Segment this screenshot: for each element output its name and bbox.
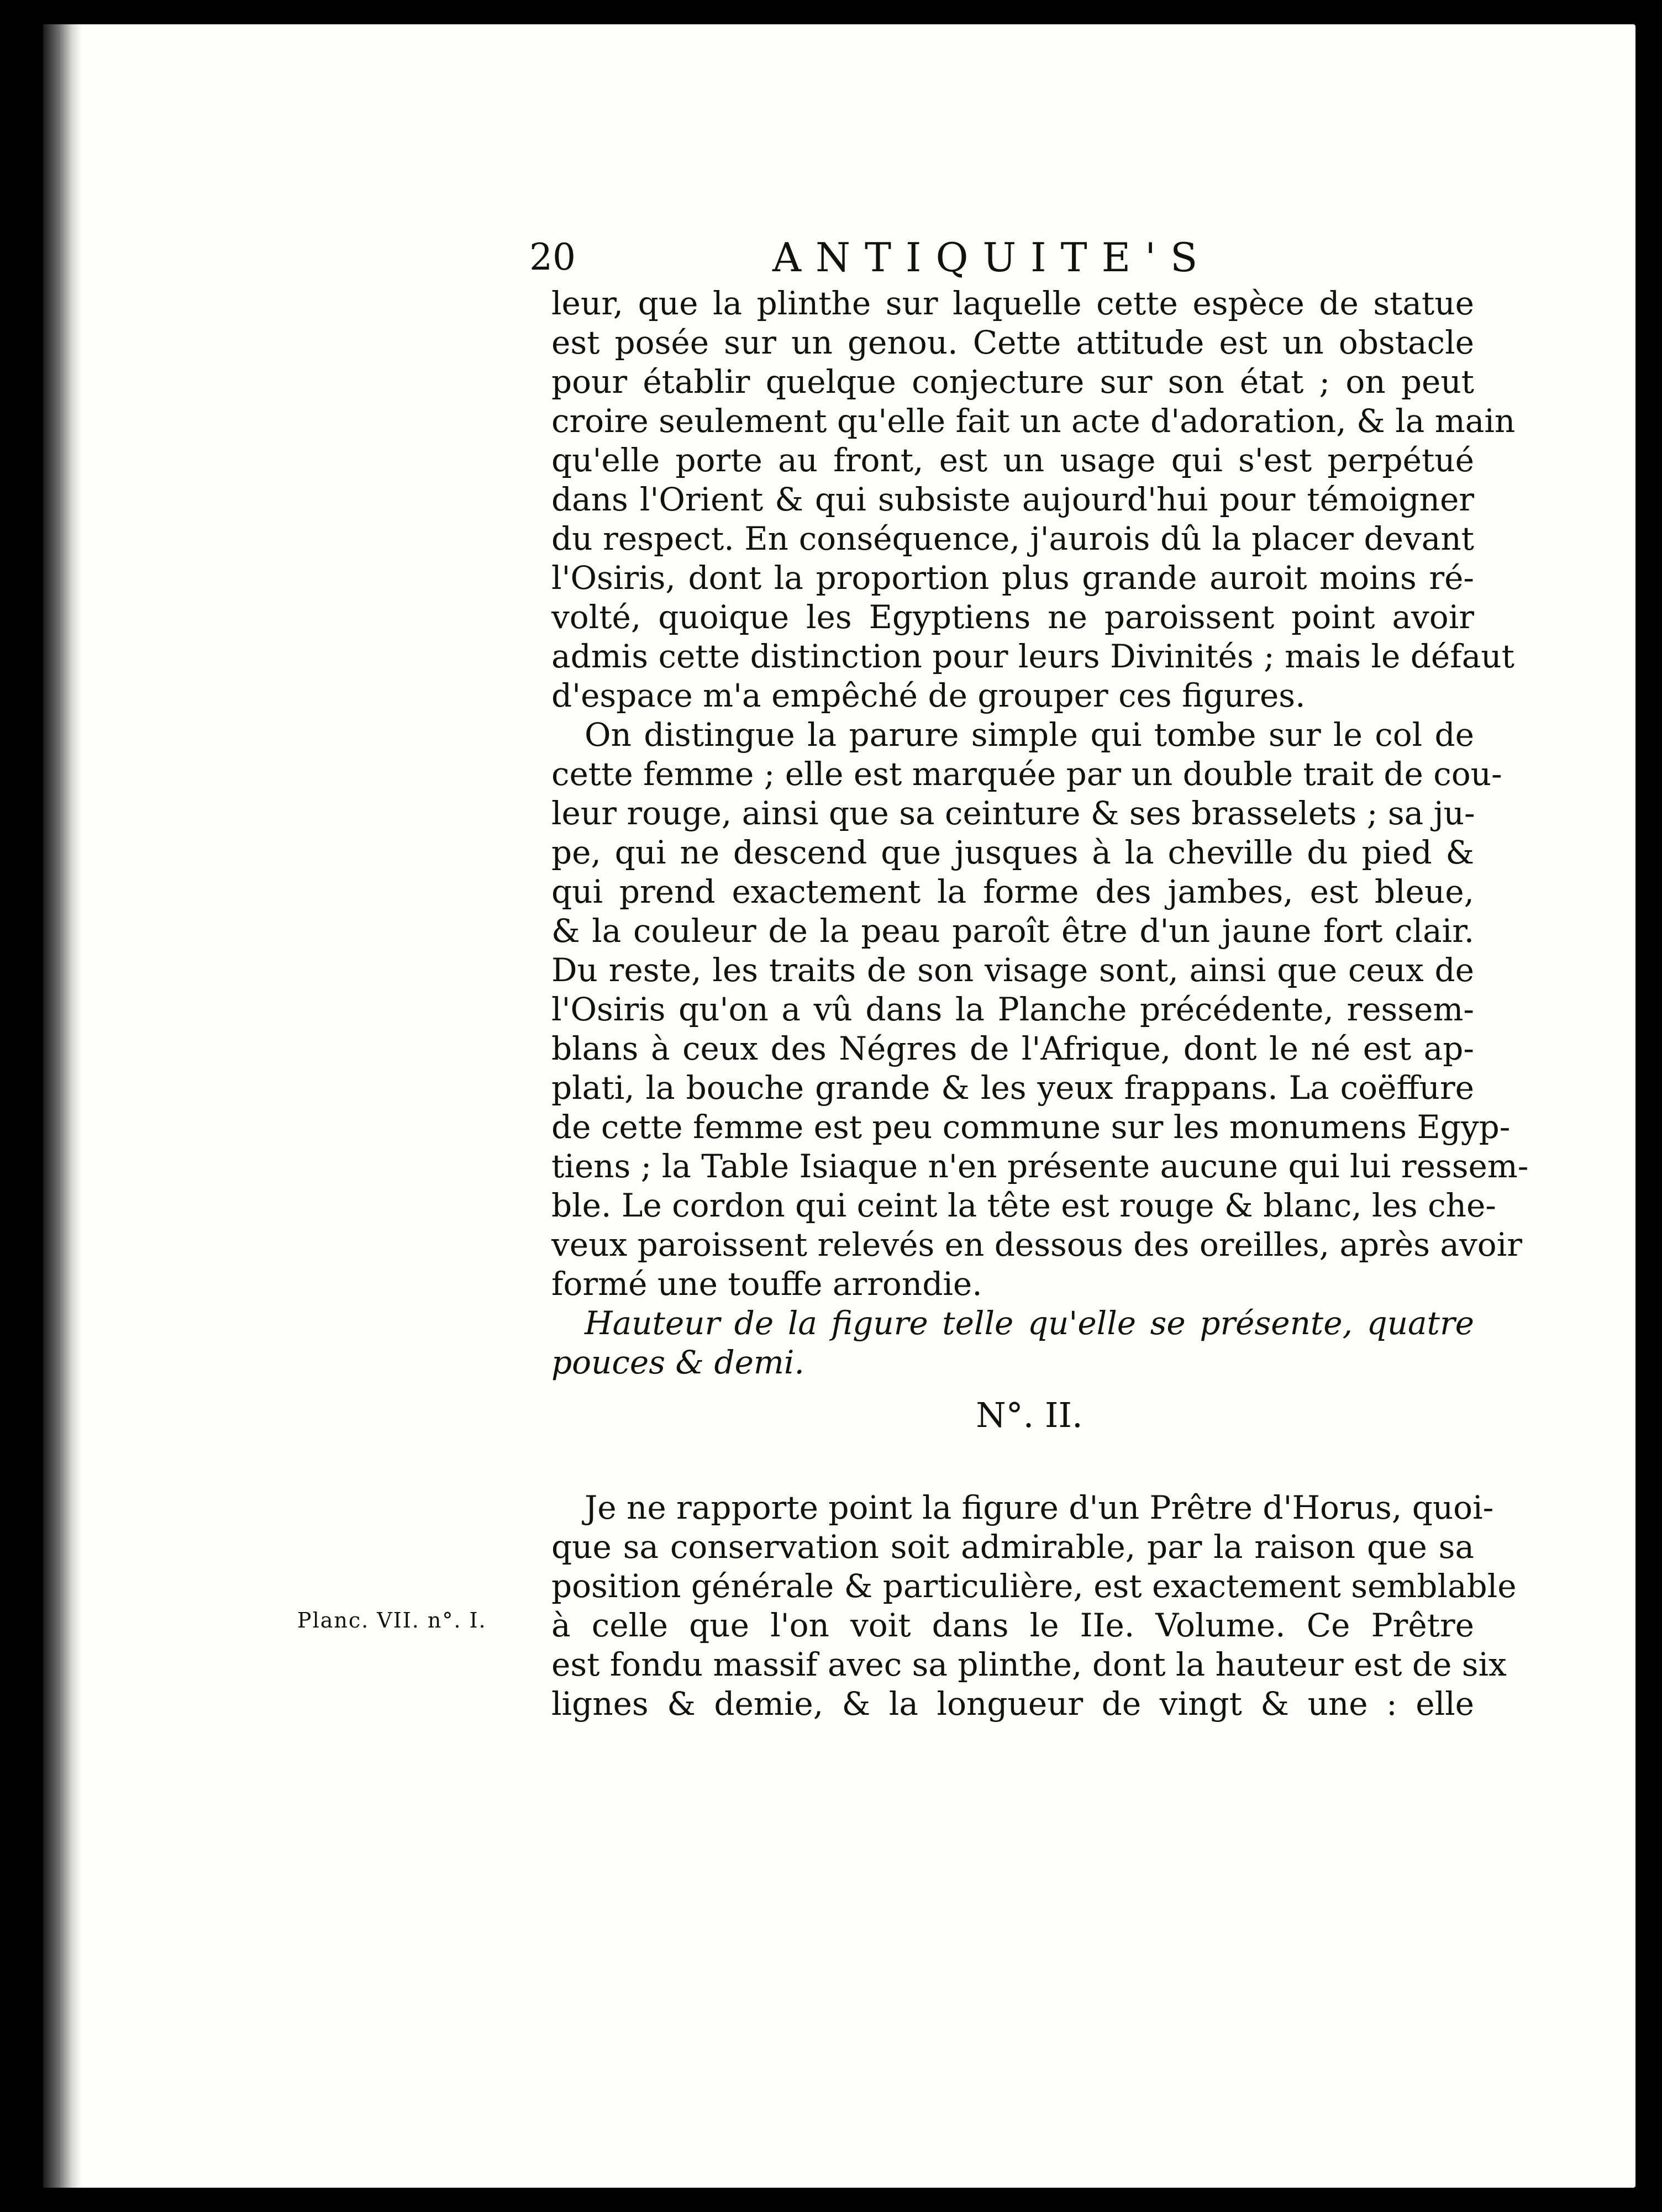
text-line: pouces & demi. <box>551 1344 804 1381</box>
text-line: est posée sur un genou. Cette attitude est un obstacle <box>551 324 1474 361</box>
gutter-shadow <box>43 24 82 2188</box>
book-page <box>43 24 1635 2188</box>
text-line: formé une touffe arrondie. <box>551 1265 982 1303</box>
text-line: à celle que l'on voit dans le IIe. Volume. Ce Prêtre <box>551 1607 1474 1644</box>
text-line: tiens ; la Table Isiaque n'en présente aucune qui lui ressem- <box>551 1147 1529 1185</box>
text-line: Du reste, les traits de son visage sont, ainsi que ceux de <box>551 951 1474 989</box>
text-line: qu'elle porte au front, est un usage qui s'est perpétué <box>551 441 1474 479</box>
text-line: blans à ceux des Négres de l'Afrique, dont le né est ap- <box>551 1030 1474 1067</box>
text-line: leur, que la plinthe sur laquelle cette espèce de statue <box>551 285 1474 322</box>
text-line: qui prend exactement la forme des jambes, est bleue, <box>551 873 1474 910</box>
measurement-note <box>551 1304 1474 1382</box>
text-line: veux paroissent relevés en dessous des oreilles, après avoir <box>551 1226 1522 1263</box>
text-line: de cette femme est peu commune sur les monumens Egyp- <box>551 1108 1511 1146</box>
text-line: d'espace m'a empêché de grouper ces figures. <box>551 677 1306 714</box>
text-line: Hauteur de la figure telle qu'elle se présente, quatre <box>585 1304 1474 1342</box>
text-line: admis cette distinction pour leurs Divinités ; mais le défaut <box>551 638 1514 675</box>
page-number: 20 <box>529 236 576 278</box>
running-title: ANTIQUITE'S <box>772 234 1212 281</box>
text-line: pe, qui ne descend que jusques à la cheville du pied & <box>551 834 1474 871</box>
section-spacer <box>551 1449 1474 1488</box>
text-line: que sa conservation soit admirable, par la raison que sa <box>551 1528 1474 1566</box>
text-line: lignes & demie, & la longueur de vingt & une : elle <box>551 1685 1474 1723</box>
body-text <box>551 284 1529 1724</box>
text-line: On distingue la parure simple qui tombe sur le col de <box>585 716 1474 754</box>
running-head <box>529 230 1469 285</box>
text-line: position générale & particulière, est exactement semblable <box>551 1567 1517 1605</box>
text-line: l'Osiris, dont la proportion plus grande auroit moins ré- <box>551 559 1474 597</box>
section-heading: N°. II. <box>976 1395 1083 1435</box>
text-line: ble. Le cordon qui ceint la tête est rouge & blanc, les che- <box>551 1187 1496 1224</box>
text-line: est fondu massif avec sa plinthe, dont la hauteur est de six <box>551 1646 1507 1683</box>
text-line: l'Osiris qu'on a vû dans la Planche précédente, ressem- <box>551 991 1474 1028</box>
text-line: du respect. En conséquence, j'aurois dû la placer devant <box>551 520 1474 557</box>
text-line: leur rouge, ainsi que sa ceinture & ses brasselets ; sa ju- <box>551 794 1475 832</box>
paragraph-1 <box>551 284 1516 715</box>
text-line: volté, quoique les Egyptiens ne paroissent point avoir <box>551 598 1474 636</box>
paragraph-2 <box>551 715 1529 1304</box>
text-line: & la couleur de la peau paroît être d'un jaune fort clair. <box>551 912 1474 950</box>
paragraph-3 <box>551 1488 1517 1724</box>
text-line: Je ne rapporte point la figure d'un Prêtre d'Horus, quoi- <box>585 1489 1494 1526</box>
text-line: croire seulement qu'elle fait un acte d'adoration, & la main <box>551 402 1516 440</box>
text-line: cette femme ; elle est marquée par un double trait de cou- <box>551 755 1502 793</box>
text-line: plati, la bouche grande & les yeux frappans. La coëffure <box>551 1069 1474 1107</box>
text-line: pour établir quelque conjecture sur son état ; on peut <box>551 363 1474 401</box>
margin-note: Planc. VII. n°. I. <box>297 1608 487 1632</box>
text-line: dans l'Orient & qui subsiste aujourd'hui pour témoigner <box>551 481 1474 518</box>
